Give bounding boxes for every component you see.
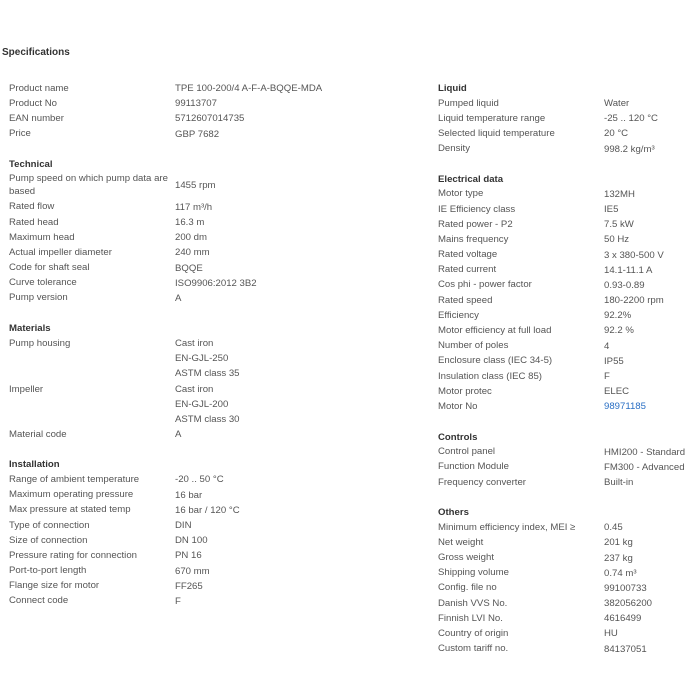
- spec-value: -20 .. 50 °C: [175, 474, 224, 486]
- spec-label: Country of origin: [438, 628, 509, 640]
- spec-label: Rated voltage: [438, 249, 498, 261]
- spec-values: [175, 579, 409, 594]
- page-title: Specifications: [2, 47, 70, 58]
- spec-label: Type of connection: [9, 519, 90, 531]
- spec-value: 7.5 kW: [604, 219, 634, 231]
- spec-row: [438, 399, 700, 414]
- spec-label: EAN number: [9, 112, 64, 124]
- spec-label: Motor No: [438, 400, 478, 412]
- spec-row: [438, 323, 700, 338]
- spec-value: 99113707: [175, 98, 217, 110]
- spec-value: Water: [604, 98, 630, 109]
- spec-values: [175, 261, 409, 276]
- spec-value: IP55: [604, 355, 624, 367]
- section-electrical-data: [438, 172, 700, 415]
- spec-values: [604, 535, 700, 550]
- spec-value: EN-GJL-200: [175, 398, 229, 410]
- spec-value: 1455 rpm: [175, 180, 216, 192]
- spec-values: [175, 503, 409, 518]
- spec-row: [438, 520, 700, 535]
- spec-row: [9, 503, 409, 518]
- spec-values: [604, 232, 700, 247]
- spec-values: [175, 127, 409, 142]
- spec-label: Max pressure at stated temp: [9, 504, 131, 516]
- spec-values: [604, 566, 700, 581]
- spec-values: [604, 369, 700, 384]
- spec-row: [438, 369, 700, 384]
- spec-label: Size of connection: [9, 534, 88, 546]
- spec-value: 240 mm: [175, 247, 210, 259]
- spec-value: Cast iron: [175, 338, 214, 350]
- spec-value: 0.45: [604, 522, 623, 534]
- section-installation: [9, 457, 409, 609]
- spec-values: [604, 354, 700, 369]
- spec-value: HMI200 - Standard: [604, 446, 686, 458]
- spec-row: [9, 276, 409, 291]
- spec-value: FF265: [175, 580, 203, 592]
- spec-label: Gross weight: [438, 552, 494, 564]
- spec-label: Pump speed on which pump data are based: [9, 173, 168, 197]
- spec-row: [438, 263, 700, 278]
- spec-label: Minimum efficiency index, MEI ≥: [438, 521, 576, 533]
- spec-label: Insulation class (IEC 85): [438, 370, 542, 382]
- spec-label: Rated speed: [438, 294, 493, 306]
- spec-row: [438, 232, 700, 247]
- spec-row: [9, 336, 409, 382]
- section-title: Others: [438, 507, 469, 519]
- spec-value: EN-GJL-250: [175, 353, 229, 365]
- spec-row: [438, 354, 700, 369]
- spec-label: Material code: [9, 428, 67, 440]
- spec-label: Pressure rating for connection: [9, 549, 137, 561]
- spec-value: TPE 100-200/4 A-F-A-BQQE-MDA: [175, 83, 323, 94]
- spec-row: [9, 215, 409, 230]
- spec-value: 201 kg: [604, 537, 633, 549]
- spec-value: 16 bar: [175, 489, 203, 501]
- spec-value: GBP 7682: [175, 128, 220, 140]
- spec-row: [9, 594, 409, 609]
- spec-row: [9, 261, 409, 276]
- spec-value: 237 kg: [604, 552, 633, 564]
- spec-row: [9, 230, 409, 245]
- spec-label: Pump housing: [9, 338, 71, 350]
- spec-label: Connect code: [9, 595, 69, 607]
- spec-value: DN 100: [175, 535, 208, 547]
- spec-value: 84137051: [604, 643, 647, 655]
- spec-values: [604, 217, 700, 232]
- spec-row: [438, 611, 700, 626]
- spec-label: Maximum operating pressure: [9, 489, 134, 501]
- spec-row: [438, 217, 700, 232]
- spec-label: Function Module: [438, 461, 509, 473]
- spec-values: [604, 263, 700, 278]
- spec-label: Frequency converter: [438, 476, 526, 488]
- spec-label: Motor type: [438, 188, 484, 200]
- spec-row: [438, 293, 700, 308]
- spec-value: 670 mm: [175, 565, 210, 577]
- spec-label: Flange size for motor: [9, 580, 100, 592]
- spec-label: Range of ambient temperature: [9, 473, 140, 485]
- spec-value: 180-2200 rpm: [604, 295, 664, 307]
- spec-values: [604, 142, 700, 157]
- spec-label: Danish VVS No.: [438, 597, 508, 609]
- spec-value: 16 bar / 120 °C: [175, 504, 240, 516]
- spec-values: [604, 611, 700, 626]
- spec-values: [604, 596, 700, 611]
- spec-row: [438, 308, 700, 323]
- section-title: Controls: [438, 431, 478, 443]
- spec-value: 4616499: [604, 613, 642, 625]
- spec-values: [175, 472, 409, 487]
- spec-label: Density: [438, 143, 470, 155]
- spec-values: [604, 96, 700, 111]
- spec-row: [438, 551, 700, 566]
- spec-values: [175, 382, 409, 428]
- spec-row: [438, 626, 700, 641]
- spec-row: [438, 535, 700, 550]
- spec-values: [604, 111, 700, 126]
- section-materials: [9, 321, 409, 442]
- spec-row: [9, 488, 409, 503]
- spec-value: 92.2 %: [604, 325, 634, 337]
- spec-values: [175, 518, 409, 533]
- spec-value: 50 Hz: [604, 234, 630, 246]
- section-title: Liquid: [438, 83, 467, 94]
- spec-row: [9, 533, 409, 548]
- spec-label: Cos phi - power factor: [438, 279, 532, 291]
- spec-label: Code for shaft seal: [9, 262, 90, 274]
- spec-value: ASTM class 35: [175, 368, 240, 380]
- spec-values: [175, 81, 409, 96]
- section-title: Electrical data: [438, 173, 504, 185]
- spec-row: [9, 548, 409, 563]
- spec-value: 0.93-0.89: [604, 279, 645, 291]
- spec-value: ELEC: [604, 386, 630, 398]
- spec-values: [604, 293, 700, 308]
- spec-value-link[interactable]: 98971185: [604, 401, 646, 413]
- spec-row: [9, 564, 409, 579]
- spec-label: Shipping volume: [438, 567, 509, 579]
- spec-label: Control panel: [438, 446, 496, 458]
- spec-value: HU: [604, 628, 618, 640]
- spec-label: Rated flow: [9, 201, 55, 213]
- spec-label: Maximum head: [9, 231, 75, 243]
- section-product: [9, 81, 409, 142]
- spec-row: [9, 172, 409, 200]
- spec-values: [604, 278, 700, 293]
- spec-value: 16.3 m: [175, 216, 205, 228]
- spec-values: [175, 200, 409, 215]
- spec-values: [175, 594, 409, 609]
- spec-value: A: [175, 429, 182, 441]
- spec-row: [9, 111, 409, 126]
- spec-values: [604, 248, 700, 263]
- spec-label: Pump version: [9, 292, 68, 304]
- spec-value: 20 °C: [604, 128, 629, 140]
- spec-label: Selected liquid temperature: [438, 127, 555, 139]
- spec-values: [604, 126, 700, 141]
- spec-label: Impeller: [9, 383, 44, 395]
- spec-value: 92.2%: [604, 310, 632, 322]
- spec-values: [604, 520, 700, 535]
- spec-row: [438, 126, 700, 141]
- spec-value: 382056200: [604, 598, 653, 610]
- spec-values: [604, 475, 700, 490]
- spec-values: [175, 291, 409, 306]
- spec-row: [438, 187, 700, 202]
- spec-values: [175, 533, 409, 548]
- section-technical: [9, 157, 409, 306]
- spec-row: [438, 384, 700, 399]
- left-spec-column: [9, 81, 409, 609]
- spec-row: [438, 339, 700, 354]
- spec-value: F: [604, 371, 610, 382]
- spec-row: [438, 581, 700, 596]
- spec-value: Cast iron: [175, 383, 214, 395]
- spec-values: [604, 323, 700, 338]
- spec-values: [604, 626, 700, 641]
- spec-row: [9, 579, 409, 594]
- spec-value: BQQE: [175, 262, 203, 274]
- spec-row: [9, 96, 409, 111]
- spec-row: [9, 472, 409, 487]
- spec-value: 99100733: [604, 582, 647, 594]
- spec-row: [9, 245, 409, 260]
- spec-label: Custom tariff no.: [438, 643, 509, 655]
- spec-values: [604, 551, 700, 566]
- spec-label: Mains frequency: [438, 233, 509, 245]
- section-liquid: [438, 81, 700, 157]
- spec-row: [9, 291, 409, 306]
- spec-label: Product No: [9, 97, 57, 109]
- spec-label: Net weight: [438, 536, 484, 548]
- spec-values: [175, 427, 409, 442]
- spec-label: Curve tolerance: [9, 277, 77, 289]
- spec-row: [438, 596, 700, 611]
- spec-values: [175, 111, 409, 126]
- spec-label: Price: [9, 128, 31, 140]
- spec-row: [438, 111, 700, 126]
- spec-values: [604, 445, 700, 460]
- spec-values: [604, 202, 700, 217]
- spec-label: Number of poles: [438, 340, 509, 352]
- spec-row: [438, 248, 700, 263]
- spec-row: [9, 518, 409, 533]
- spec-value: FM300 - Advanced: [604, 461, 685, 473]
- spec-label: Rated current: [438, 264, 497, 276]
- spec-row: [438, 445, 700, 460]
- spec-label: Rated power - P2: [438, 218, 513, 230]
- spec-value: ISO9906:2012 3B2: [175, 277, 257, 289]
- spec-row: [9, 200, 409, 215]
- spec-label: Motor efficiency at full load: [438, 325, 552, 337]
- spec-values: [604, 308, 700, 323]
- spec-value: PN 16: [175, 550, 202, 562]
- spec-row: [9, 81, 409, 96]
- spec-row: [438, 475, 700, 490]
- spec-value: DIN: [175, 519, 192, 531]
- spec-row: [438, 142, 700, 157]
- section-controls: [438, 430, 700, 491]
- spec-values: [604, 187, 700, 202]
- spec-values: [175, 96, 409, 111]
- spec-row: [438, 460, 700, 475]
- spec-row: [438, 642, 700, 657]
- spec-label: Efficiency: [438, 309, 479, 321]
- spec-values: [175, 548, 409, 563]
- spec-values: [604, 399, 700, 414]
- spec-label: Enclosure class (IEC 34-5): [438, 355, 553, 367]
- spec-value: 117 m³/h: [175, 201, 213, 213]
- spec-values: [175, 336, 409, 382]
- spec-value: 998.2 kg/m³: [604, 143, 655, 155]
- spec-label: Actual impeller diameter: [9, 246, 112, 258]
- spec-values: [604, 339, 700, 354]
- spec-values: [175, 215, 409, 230]
- spec-value: ASTM class 30: [175, 414, 240, 425]
- spec-label: Pumped liquid: [438, 97, 499, 109]
- spec-label: Liquid temperature range: [438, 112, 546, 124]
- spec-value: 4: [604, 340, 610, 352]
- spec-values: [604, 581, 700, 596]
- right-spec-column: [438, 81, 700, 657]
- spec-label: Motor protec: [438, 385, 492, 397]
- spec-value: Built-in: [604, 476, 634, 488]
- spec-label: Port-to-port length: [9, 565, 87, 577]
- spec-value: 0.74 m³: [604, 567, 637, 579]
- spec-label: Finnish LVI No.: [438, 612, 503, 624]
- spec-value: 14.1-11.1 A: [604, 264, 653, 276]
- spec-values: [175, 564, 409, 579]
- spec-value: A: [175, 292, 182, 304]
- spec-values: [604, 460, 700, 475]
- spec-row: [438, 278, 700, 293]
- spec-values: [175, 488, 409, 503]
- section-title: Installation: [9, 459, 60, 471]
- section-title: Technical: [9, 158, 53, 170]
- spec-label: Product name: [9, 82, 69, 94]
- spec-value: 200 dm: [175, 232, 207, 244]
- spec-values: [175, 178, 409, 193]
- section-others: [438, 505, 700, 657]
- spec-values: [604, 642, 700, 657]
- spec-values: [175, 245, 409, 260]
- spec-row: [438, 96, 700, 111]
- spec-value: F: [175, 595, 181, 607]
- spec-value: 132MH: [604, 188, 635, 200]
- spec-value: -25 .. 120 °C: [604, 113, 658, 125]
- spec-row: [9, 127, 409, 142]
- spec-values: [175, 276, 409, 291]
- section-title: Materials: [9, 323, 51, 335]
- spec-row: [9, 427, 409, 442]
- spec-row: [438, 202, 700, 217]
- spec-values: [604, 384, 700, 399]
- spec-value: IE5: [604, 203, 619, 215]
- spec-value: 5712607014735: [175, 113, 245, 125]
- spec-values: [175, 230, 409, 245]
- spec-row: [9, 382, 409, 428]
- spec-label: Config. file no: [438, 582, 497, 594]
- spec-row: [438, 566, 700, 581]
- spec-label: Rated head: [9, 216, 59, 228]
- spec-label: IE Efficiency class: [438, 203, 516, 215]
- spec-value: 3 x 380-500 V: [604, 249, 664, 261]
